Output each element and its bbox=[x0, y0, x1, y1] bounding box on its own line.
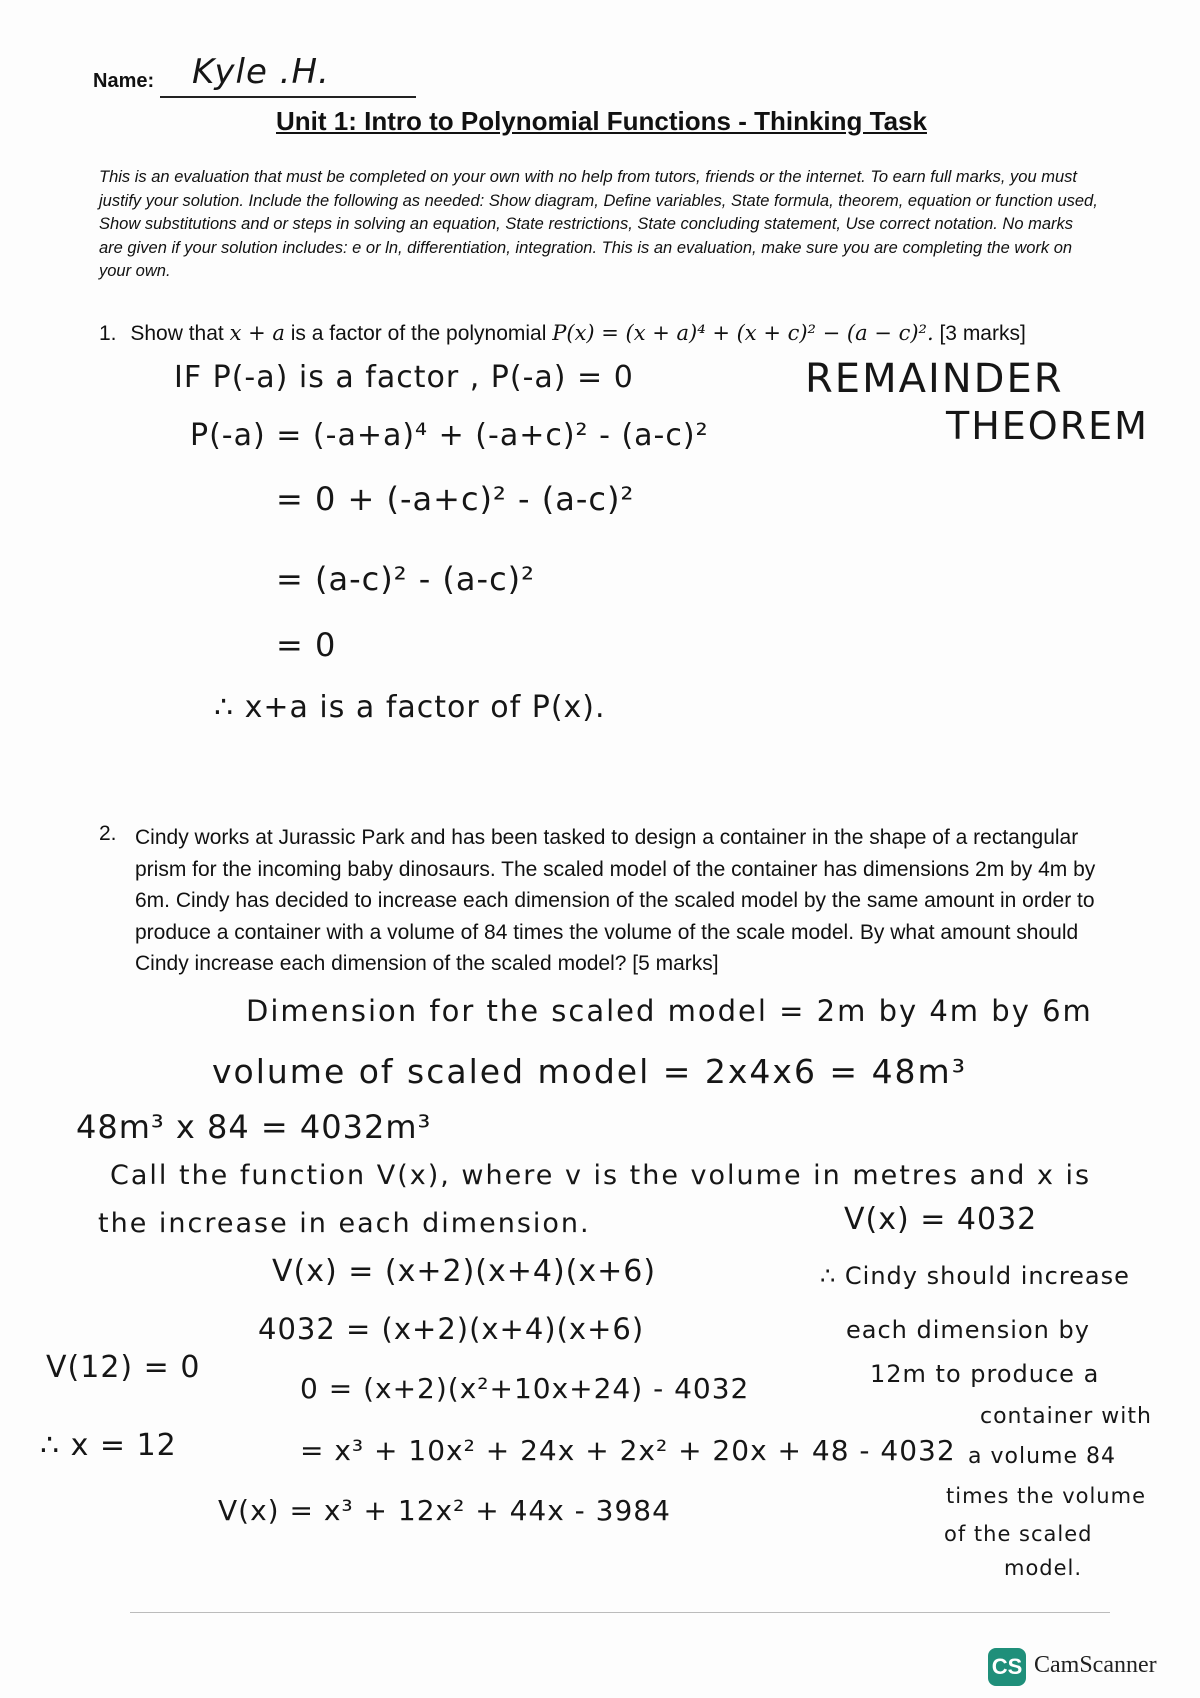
instructions: This is an evaluation that must be completed on your own with no help from tutors, friends or the internet. To earn full marks, you must justify your solution. Include the following as needed: Show diagram, Define variables, State formula, theorem, equation or function used, Show substitutions and or steps in solving an equation, State restrictions, State concluding statement, Use correct notation. No marks are given if your solution includes: e or ln, differentiation, integration. This is an evaluation, make sure you are completing the work on your own. bbox=[99, 168, 1098, 280]
name-value: Kyle .H. bbox=[192, 52, 330, 92]
q1-text-before: Show that bbox=[130, 322, 224, 345]
q2-conclusion-line-4: container with bbox=[980, 1404, 1152, 1429]
q2-conclusion-line-5: a volume 84 bbox=[968, 1444, 1116, 1469]
q1-answer-line-4: = (a-c)² - (a-c)² bbox=[276, 560, 535, 598]
q2-v12-line: V(12) = 0 bbox=[46, 1350, 201, 1385]
q2-equation-5: V(x) = x³ + 12x² + 44x - 3984 bbox=[218, 1494, 671, 1527]
q2-call-line-2: the increase in each dimension. bbox=[98, 1208, 591, 1239]
q1-answer-line-5: = 0 bbox=[276, 626, 337, 664]
q2-conclusion-line-2: each dimension by bbox=[846, 1316, 1090, 1344]
q2-call-line-1: Call the function V(x), where v is the volume in metres and x is bbox=[110, 1160, 1092, 1191]
q1-side-note-line-2: THEOREM bbox=[946, 404, 1149, 448]
camscanner-logo-icon: CS bbox=[988, 1648, 1026, 1686]
q2-equation-4: = x³ + 10x² + 24x + 2x² + 20x + 48 - 4032 bbox=[300, 1434, 956, 1467]
q2-equation-1: V(x) = (x+2)(x+4)(x+6) bbox=[272, 1254, 657, 1289]
camscanner-brand: CamScanner bbox=[1034, 1652, 1157, 1678]
q2-vx-4032: V(x) = 4032 bbox=[844, 1202, 1038, 1237]
bottom-divider bbox=[130, 1612, 1110, 1613]
name-label: Name: bbox=[93, 70, 155, 92]
q1-text-middle: is a factor of the polynomial bbox=[290, 322, 547, 345]
q2-conclusion-line-8: model. bbox=[1004, 1556, 1083, 1580]
q2-volume-line: volume of scaled model = 2x4x6 = 48m³ bbox=[212, 1052, 967, 1091]
q1-number: 1. bbox=[99, 322, 117, 345]
q1-answer-line-3: = 0 + (-a+c)² - (a-c)² bbox=[276, 480, 635, 518]
q2-equation-3: 0 = (x+2)(x²+10x+24) - 4032 bbox=[300, 1372, 750, 1405]
q1-answer-line-1: IF P(-a) is a factor , P(-a) = 0 bbox=[174, 360, 634, 395]
name-underline bbox=[160, 96, 416, 98]
q2-equation-2: 4032 = (x+2)(x+4)(x+6) bbox=[258, 1312, 645, 1346]
q1-marks: [3 marks] bbox=[939, 322, 1026, 345]
q2-conclusion-line-3: 12m to produce a bbox=[870, 1360, 1100, 1388]
q1-conclusion: ∴ x+a is a factor of P(x). bbox=[214, 690, 606, 725]
page-title: Unit 1: Intro to Polynomial Functions - Thinking Task bbox=[276, 106, 927, 136]
q1-factor: x + a bbox=[229, 321, 285, 345]
question-1 bbox=[99, 321, 1026, 346]
q2-text: Cindy works at Jurassic Park and has been tasked to design a container in the shape of a rectangular prism for the incoming baby dinosaurs. The scaled model of the container has dimensions 2m by 4m by 6m. Cindy has decided to increase each dimension of the scaled model by the same amount in order to produce a container with a volume of 84 times the volume of the scale model. By what amount should Cindy increase each dimension of the scaled model? [5 marks] bbox=[135, 826, 1096, 976]
q2-x12-line: ∴ x = 12 bbox=[40, 1428, 177, 1463]
q2-conclusion-line-1: ∴ Cindy should increase bbox=[820, 1262, 1130, 1290]
q2-dimension-line: Dimension for the scaled model = 2m by 4m by 6m bbox=[246, 994, 1093, 1028]
q2-number: 2. bbox=[99, 822, 117, 845]
q1-polynomial: P(x) = (x + a)⁴ + (x + c)² − (a − c)². bbox=[552, 321, 934, 345]
q1-answer-line-2: P(-a) = (-a+a)⁴ + (-a+c)² - (a-c)² bbox=[190, 418, 709, 453]
q1-side-note-line-1: REMAINDER bbox=[805, 356, 1064, 402]
q2-conclusion-line-6: times the volume bbox=[946, 1484, 1146, 1508]
q2-conclusion-line-7: of the scaled bbox=[944, 1522, 1093, 1546]
q2-times84-line: 48m³ x 84 = 4032m³ bbox=[76, 1108, 432, 1146]
